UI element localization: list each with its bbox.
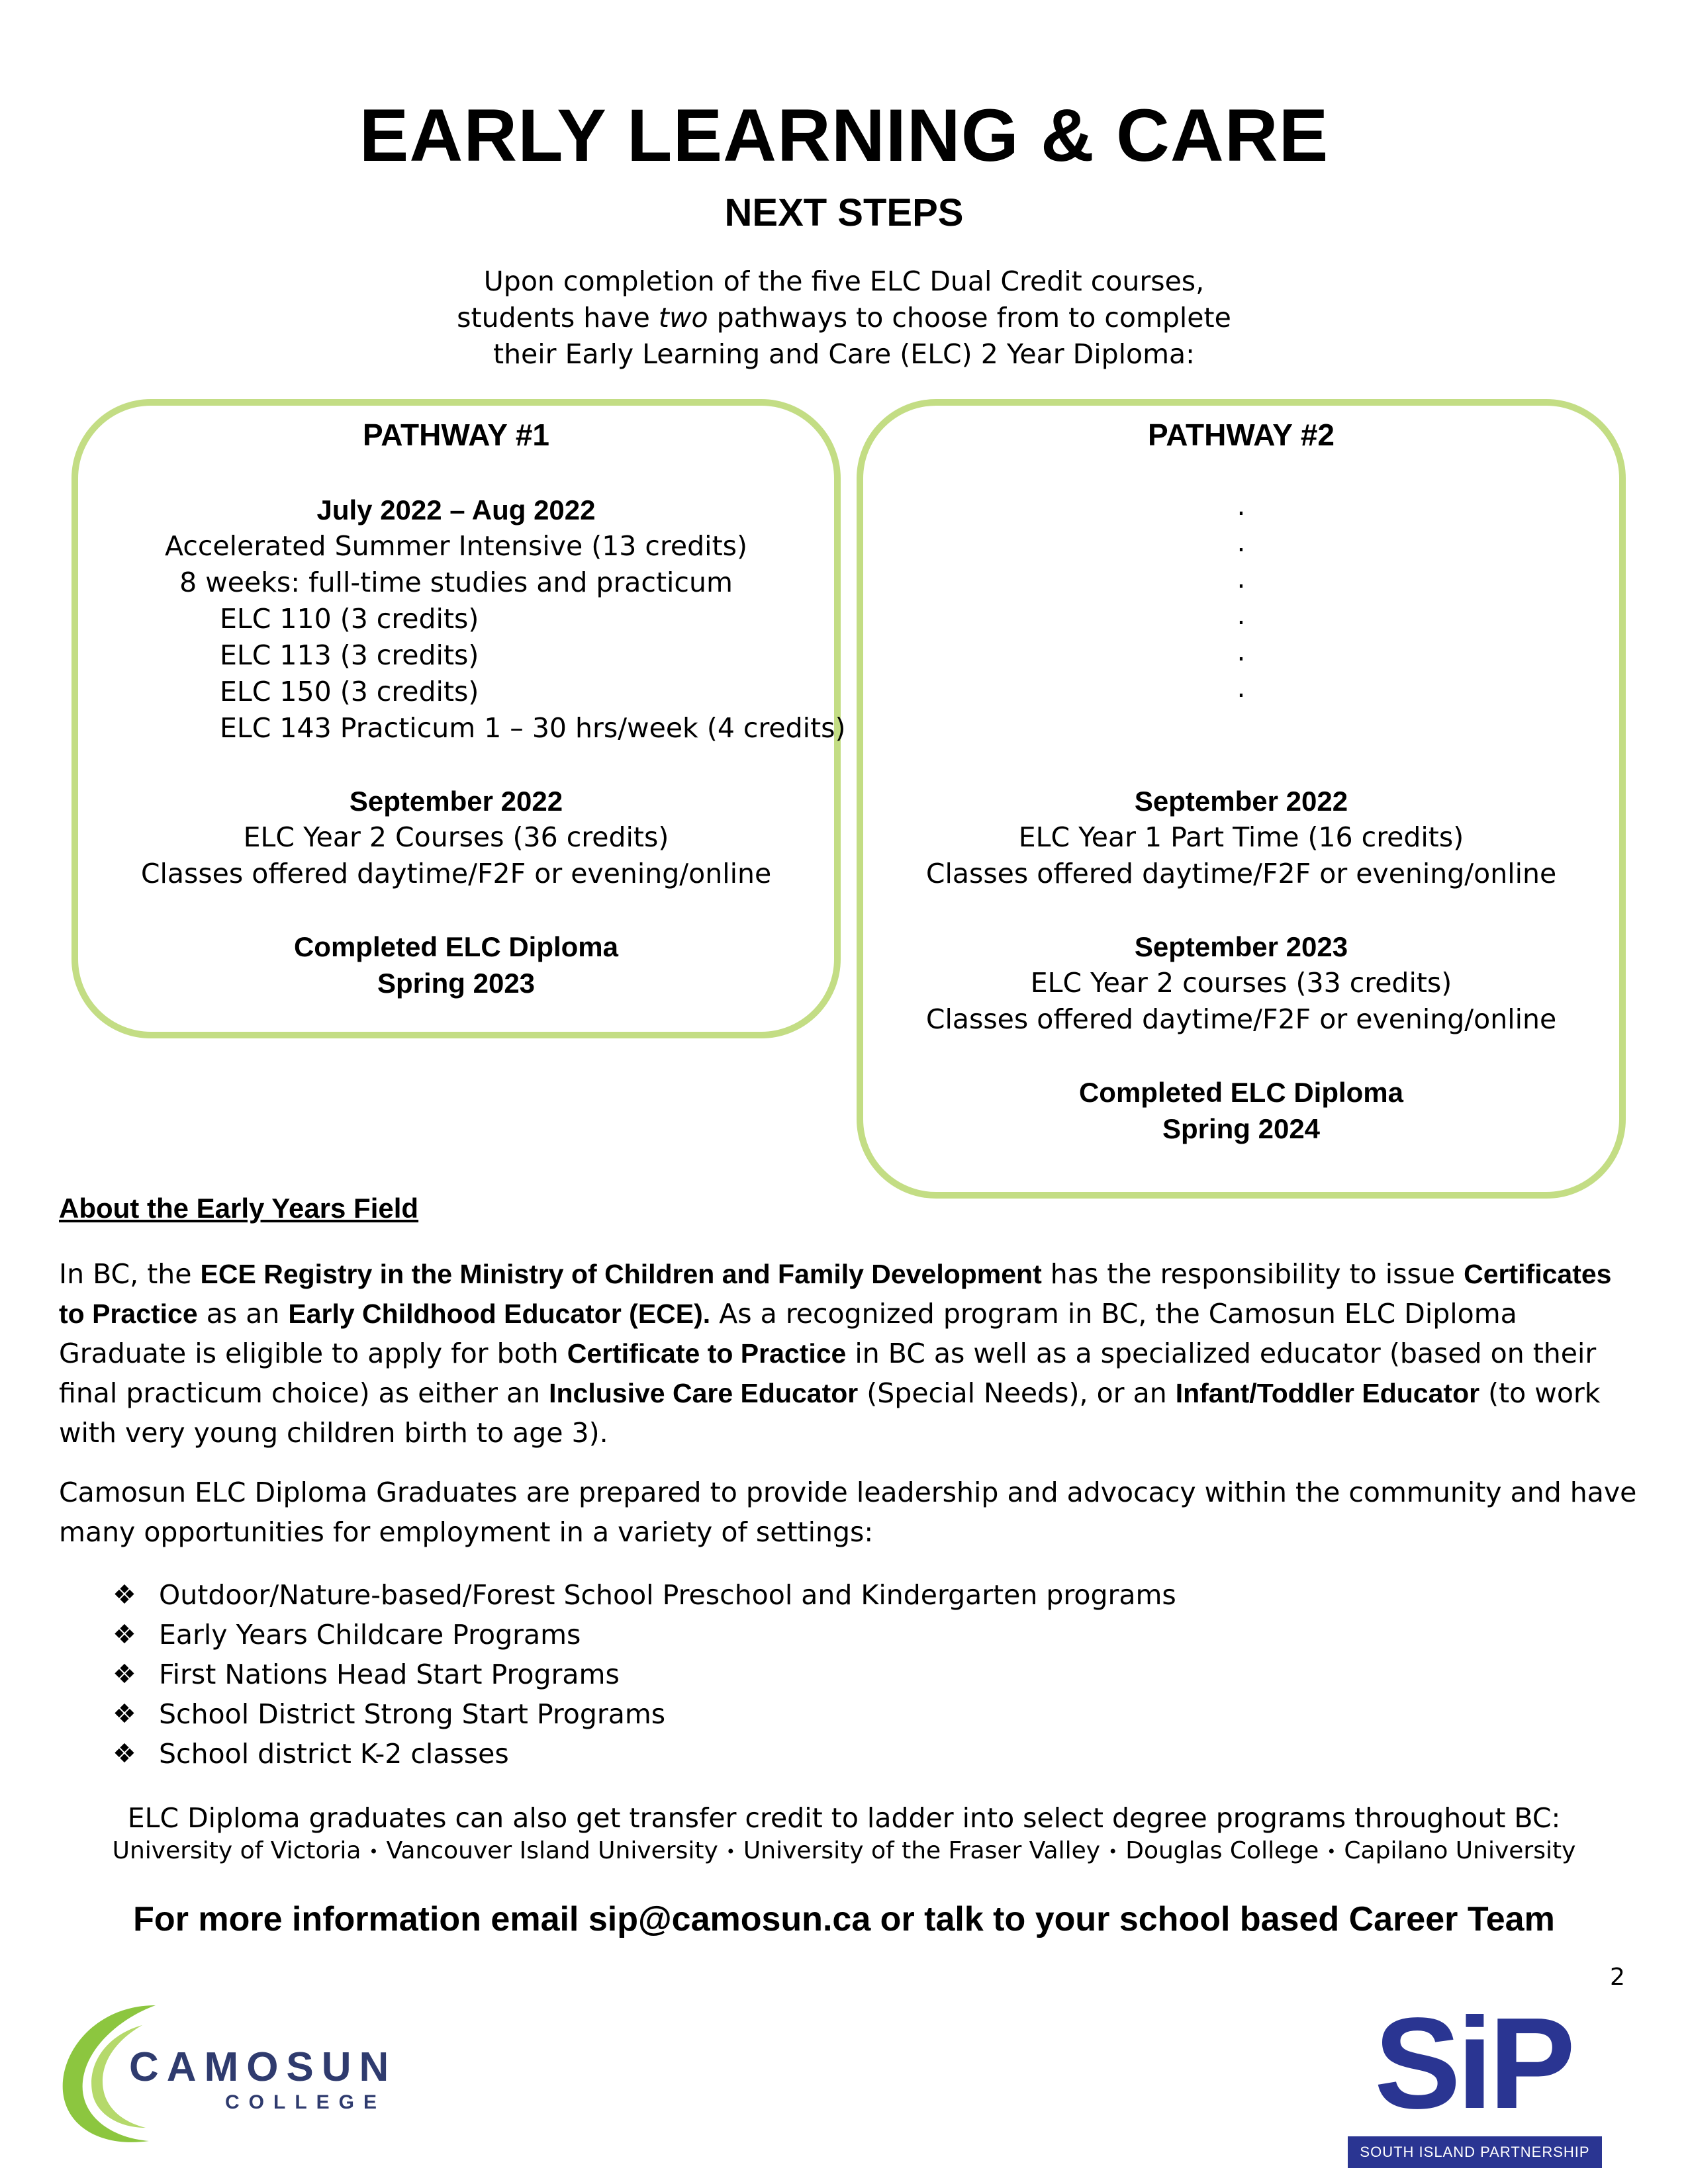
pathway-1-course: ELC 150 (3 credits): [220, 676, 479, 707]
pathway-1-summer-format: 8 weeks: full-time studies and practicum: [179, 567, 733, 598]
about-emphasis: Inclusive Care Educator: [549, 1378, 859, 1408]
about-text: as an: [197, 1298, 289, 1330]
dot-separator-icon: •: [369, 1843, 379, 1861]
pathway-2-term-1: September 2022: [1134, 786, 1348, 817]
pathway-1-course: ELC 113 (3 credits): [220, 639, 479, 671]
list-item-text: School district K-2 classes: [159, 1738, 509, 1770]
pathway-2-heading: PATHWAY #2: [1147, 418, 1335, 452]
pathway-1-course: ELC 143 Practicum 1 – 30 hrs/week (4 credits): [220, 712, 846, 744]
sip-tagline: SOUTH ISLAND PARTNERSHIP: [1348, 2136, 1602, 2168]
pathway-1-summer-dates: July 2022 – Aug 2022: [316, 494, 596, 525]
list-item-text: School District Strong Start Programs: [159, 1698, 666, 1730]
about-paragraph-1: [59, 1254, 1641, 1453]
pathway-2-dot: .: [1237, 527, 1246, 558]
pathway-1-completion-term: Spring 2023: [377, 968, 536, 999]
university-name: University of the Fraser Valley: [743, 1837, 1101, 1864]
page-number: 2: [1610, 1964, 1625, 1991]
contact-line: For more information email sip@camosun.ca or talk to your school based Career Team: [133, 1900, 1555, 1938]
list-item: [113, 1615, 1176, 1655]
list-item: [113, 1655, 1176, 1694]
diamond-bullet-icon: ❖: [113, 1739, 136, 1769]
pathway-1-fall-courses: ELC Year 2 Courses (36 credits): [243, 821, 669, 853]
university-name: Capilano University: [1344, 1837, 1576, 1864]
university-list: [0, 1835, 1688, 1868]
about-paragraph-2: Camosun ELC Diploma Graduates are prepared to provide leadership and advocacy within the community and have many opportunities for employment in a variety of settings:: [59, 1477, 1637, 1548]
pathway-1-summer-program: Accelerated Summer Intensive (13 credits): [165, 530, 747, 562]
university-name: University of Victoria: [112, 1837, 361, 1864]
pathway-2-term-1-delivery: Classes offered daytime/F2F or evening/online: [925, 858, 1557, 889]
intro-line-3: their Early Learning and Care (ELC) 2 Year Diploma:: [493, 338, 1195, 370]
intro-line-2-end: pathways to choose from to complete: [708, 302, 1231, 334]
about-emphasis: Certificates to Practice: [59, 1259, 1612, 1329]
pathway-1-heading: PATHWAY #1: [362, 418, 550, 452]
transfer-credit-text: ELC Diploma graduates can also get transfer credit to ladder into select degree programs throughout BC:: [127, 1802, 1561, 1834]
list-item-text: Early Years Childcare Programs: [159, 1619, 581, 1651]
dot-separator-icon: •: [1108, 1843, 1118, 1861]
pathway-1-box: [71, 399, 846, 1038]
pathway-2-completion: Completed ELC Diploma: [1078, 1077, 1404, 1108]
pathway-2-dot: .: [1237, 673, 1246, 704]
about-text: As a recognized program in BC, the Camosun ELC Diploma Graduate is eligible to apply for both: [59, 1298, 1517, 1369]
list-item-text: First Nations Head Start Programs: [159, 1659, 620, 1690]
pathway-2-box: [857, 399, 1626, 1199]
about-text: in BC as well as a specialized educator (based on their final practicum choice) as either an: [59, 1338, 1597, 1409]
about-text: has the responsibility to issue: [1041, 1258, 1464, 1290]
college-wordmark: COLLEGE: [225, 2091, 387, 2113]
pathway-2-term-2: September 2023: [1134, 931, 1348, 962]
diamond-bullet-icon: ❖: [113, 1619, 136, 1650]
dot-separator-icon: •: [1327, 1843, 1336, 1861]
sip-logo: [1344, 1991, 1602, 2176]
pathway-2-dot: .: [1237, 637, 1246, 667]
sip-letters: SiP: [1374, 1991, 1571, 2136]
pathway-1-fall-term: September 2022: [349, 786, 563, 817]
list-item-text: Outdoor/Nature-based/Forest School Preschool and Kindergarten programs: [159, 1579, 1176, 1611]
diamond-bullet-icon: ❖: [113, 1659, 136, 1690]
camosun-wordmark: CAMOSUN: [129, 2044, 397, 2090]
about-emphasis: Infant/Toddler Educator: [1175, 1378, 1480, 1408]
pathway-2-dot: .: [1237, 600, 1246, 631]
about-emphasis: Certificate to Practice: [567, 1338, 847, 1369]
about-text: (Special Needs), or an: [858, 1377, 1176, 1409]
employment-settings-list: [113, 1575, 1176, 1774]
intro-line-2: [0, 300, 1688, 336]
about-emphasis: ECE Registry in the Ministry of Children and Family Development: [200, 1259, 1042, 1289]
pathway-1-course: ELC 110 (3 credits): [220, 603, 479, 635]
pathway-1-fall-delivery: Classes offered daytime/F2F or evening/online: [140, 858, 772, 889]
university-name: Douglas College: [1125, 1837, 1319, 1864]
pathway-2-completion-term: Spring 2024: [1162, 1113, 1321, 1144]
diamond-bullet-icon: ❖: [113, 1580, 136, 1610]
list-item: [113, 1734, 1176, 1774]
pathway-2-term-1-courses: ELC Year 1 Part Time (16 credits): [1018, 821, 1464, 853]
pathway-1-completion: Completed ELC Diploma: [293, 931, 619, 962]
intro-line-1: Upon completion of the five ELC Dual Credit courses,: [483, 265, 1205, 297]
about-text: In BC, the: [59, 1258, 201, 1290]
page-subtitle: NEXT STEPS: [724, 191, 964, 234]
university-name: Vancouver Island University: [386, 1837, 718, 1864]
about-text: (to work with very young children birth to age 3).: [59, 1377, 1601, 1449]
pathway-2-dot: .: [1237, 564, 1246, 594]
pathway-2-dot: .: [1237, 491, 1246, 522]
diamond-bullet-icon: ❖: [113, 1699, 136, 1729]
intro-text: [0, 263, 1688, 373]
about-heading: About the Early Years Field: [59, 1193, 419, 1224]
dot-separator-icon: •: [726, 1843, 735, 1861]
intro-line-2-start: students have: [457, 302, 659, 334]
list-item: [113, 1694, 1176, 1734]
about-emphasis: Early Childhood Educator (ECE).: [288, 1298, 711, 1329]
page-title: EARLY LEARNING & CARE: [359, 94, 1329, 177]
list-item: [113, 1575, 1176, 1615]
intro-emphasis: two: [658, 302, 708, 334]
pathway-2-term-2-delivery: Classes offered daytime/F2F or evening/online: [925, 1003, 1557, 1035]
pathway-2-term-2-courses: ELC Year 2 courses (33 credits): [1030, 967, 1452, 999]
